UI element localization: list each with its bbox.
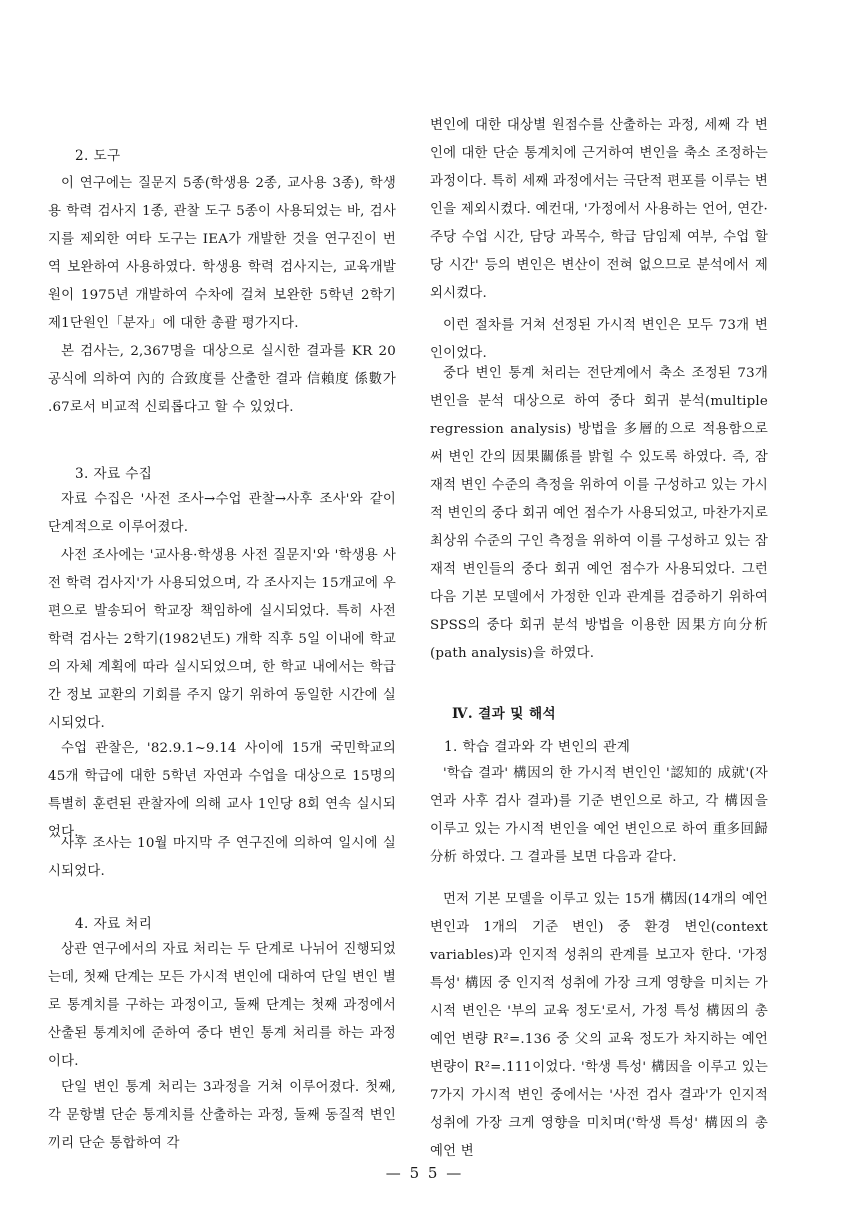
paragraph: 변인에 대한 대상별 원점수를 산출하는 과정, 세째 각 변인에 대한 단순 통계치에 근거하여 변인을 축소 조정하는 과정이다. 특히 세째 과정에서는 극단적 편포를 이루는 변인을 제외시켰다. 예컨대, '가정에서 사용하는 언어, 연간·주당 수업 시간, 담당 과목수, 학급 담임제 여부, 수업 할당 시간' 등의 변인은 변산이 전혀 없으므로 분석에서 제외시켰다. bbox=[430, 118, 768, 301]
section-heading-tools: 2. 도구 bbox=[75, 148, 121, 164]
paragraph: 자료 수집은 '사전 조사→수업 관찰→사후 조사'와 같이 단계적으로 이루어졌다. bbox=[48, 492, 396, 535]
paragraph: '학습 결과' 構因의 한 가시적 변인인 '認知的 成就'(자연과 사후 검사 결과)를 기준 변인으로 하고, 각 構因을 이루고 있는 가시적 변인을 예언 변인으로 하여 重多回歸分析 하였다. 그 결과를 보면 다음과 같다. bbox=[430, 766, 768, 865]
paragraph: 본 검사는, 2,367명을 대상으로 실시한 결과를 KR 20 공식에 의하여 內的 合致度를 산출한 결과 信賴度 係數가 .67로서 비교적 신뢰롭다고 할 수 있었다. bbox=[48, 344, 396, 415]
paragraph: 사전 조사에는 '교사용·학생용 사전 질문지'와 '학생용 사전 학력 검사지'가 사용되었으며, 각 조사지는 15개교에 우편으로 발송되어 학교장 책임하에 실시되었다. 특히 사전 학력 검사는 2학기(1982년도) 개학 직후 5일 이내에 학교의 자체 계획에 따라 실시되었으며, 한 학교 내에서는 학급간 정보 교환의 기회를 주지 않기 위하여 동일한 시간에 실시되었다. bbox=[48, 548, 396, 731]
paragraph: 단일 변인 통계 처리는 3과정을 거쳐 이루어졌다. 첫째, 각 문항별 단순 통계치를 산출하는 과정, 둘째 동질적 변인끼리 단순 통합하여 각 bbox=[48, 1080, 396, 1151]
paragraph: 상관 연구에서의 자료 처리는 두 단계로 나뉘어 진행되었는데, 첫째 단계는 모든 가시적 변인에 대하여 단일 변인 별로 통계치를 구하는 과정이고, 둘째 단계는 첫째 과정에서 산출된 통계치에 준하여 중다 변인 통계 처리를 하는 과정이다. bbox=[48, 942, 396, 1069]
section-heading-results: Ⅳ. 결과 및 해석 bbox=[452, 706, 557, 722]
paragraph: 이런 절차를 거쳐 선정된 가시적 변인은 모두 73개 변인이었다. bbox=[430, 318, 768, 361]
section-heading-data-processing: 4. 자료 처리 bbox=[75, 916, 153, 932]
page-number: — 5 5 — bbox=[385, 1164, 464, 1182]
paragraph: 수업 관찰은, '82.9.1~9.14 사이에 15개 국민학교의 45개 학급에 대한 5학년 자연과 수업을 대상으로 15명의 특별히 훈련된 관찰자에 의해 교사 1인당 8회 연속 실시되었다. bbox=[48, 741, 396, 840]
subsection-heading: 1. 학습 결과와 각 변인의 관계 bbox=[444, 739, 631, 755]
paragraph: 중다 변인 통계 처리는 전단계에서 축소 조정된 73개 변인을 분석 대상으로 하여 중다 회귀 분석(multiple regression analysis) 방법을 多層的으로 적용함으로써 변인 간의 因果關係를 밝힐 수 있도록 하였다. 즉, 잠재적 변인 수준의 측정을 위하여 이를 구성하고 있는 가시적 변인의 중다 회귀 예언 점수가 사용되었고, 마찬가지로 최상위 수준의 구인 측정을 위하여 이를 구성하고 있는 잠재적 변인들의 중다 회귀 예언 점수가 사용되었다. 그런 다음 기본 모델에서 가정한 인과 관계를 검증하기 위하여 SPSS의 중다 회귀 분석 방법을 이용한 因果方向分析(path analysis)을 하였다. bbox=[430, 366, 768, 661]
paragraph: 이 연구에는 질문지 5종(학생용 2종, 교사용 3종), 학생용 학력 검사지 1종, 관찰 도구 5종이 사용되었는 바, 검사지를 제외한 여타 도구는 IEA가 개발한 것을 연구진이 번역 보완하여 사용하였다. 학생용 학력 검사지는, 교육개발원이 1975년 개발하여 수차에 걸쳐 보완한 5학년 2학기 제1단원인「분자」에 대한 총괄 평가지다. bbox=[48, 176, 396, 331]
paragraph: 사후 조사는 10월 마지막 주 연구진에 의하여 일시에 실시되었다. bbox=[48, 836, 396, 879]
section-heading-data-collection: 3. 자료 수집 bbox=[75, 466, 153, 482]
paragraph: 먼저 기본 모델을 이루고 있는 15개 構因(14개의 예언 변인과 1개의 기준 변인) 중 환경 변인(context variables)과 인지적 성취의 관계를 보고자 한다. '가정 특성' 構因 중 인지적 성취에 가장 크게 영향을 미치는 가시적 변인은 '부의 교육 정도'로서, 가정 특성 構因의 총 예언 변량 R²=.136 중 父의 교육 정도가 차지하는 예언 변량이 R²=.111이었다. '학생 특성' 構因을 이루고 있는 7가지 가시적 변인 중에서는 '사전 검사 결과'가 인지적 성취에 가장 크게 영향을 미치며('학생 특성' 構因의 총 예언 변 bbox=[430, 892, 768, 1159]
